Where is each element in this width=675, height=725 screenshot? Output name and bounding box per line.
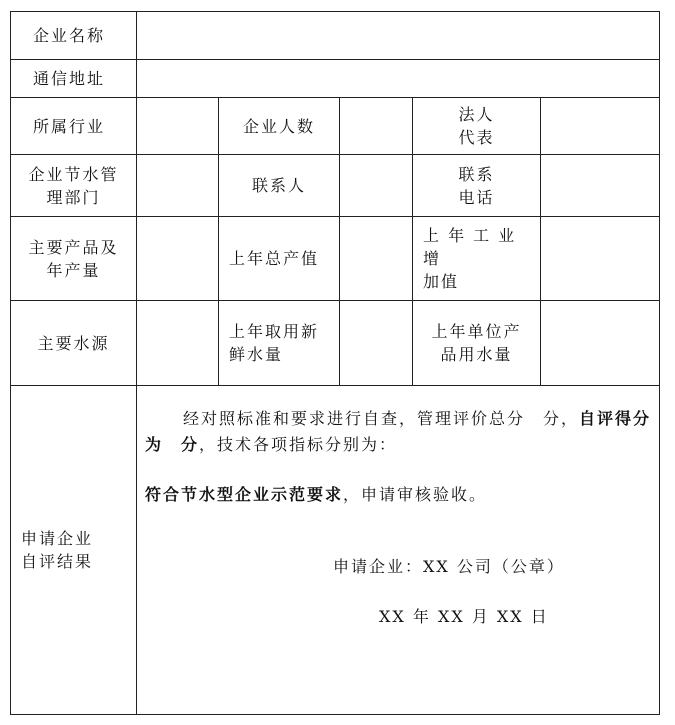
- row-industry: [11, 98, 660, 155]
- headcount-value[interactable]: [340, 98, 413, 155]
- water-source-value[interactable]: [137, 301, 219, 386]
- self-eval-content: [137, 386, 660, 715]
- row-self-eval: [11, 386, 660, 715]
- output-value-value[interactable]: [340, 217, 413, 301]
- industry-label: 所属行业: [11, 98, 137, 155]
- unit-water-label: 上年单位产 品用水量: [413, 301, 541, 386]
- water-dept-value[interactable]: [137, 155, 219, 217]
- phone-label: 联系 电话: [413, 155, 541, 217]
- address-label: 通信地址: [11, 60, 137, 98]
- water-dept-label: 企业节水管 理部门: [11, 155, 137, 217]
- application-date: XX 年 XX 月 XX 日: [379, 607, 549, 626]
- water-source-label: 主要水源: [11, 301, 137, 386]
- contact-value[interactable]: [340, 155, 413, 217]
- row-water-dept: [11, 155, 660, 217]
- row-address: [11, 60, 660, 98]
- applicant-signature: 申请企业：XX 公司（公章）: [333, 557, 565, 576]
- value-added-label: 上 年 工 业 增 加值: [413, 217, 541, 301]
- output-value-label: 上年总产值: [219, 217, 340, 301]
- value-added-value[interactable]: [541, 217, 660, 301]
- company-name-value[interactable]: [137, 12, 660, 60]
- headcount-label: 企业人数: [219, 98, 340, 155]
- fresh-water-value[interactable]: [340, 301, 413, 386]
- row-products: [11, 217, 660, 301]
- contact-label: 联系人: [219, 155, 340, 217]
- self-eval-paragraph-1: 经对照标准和要求进行自查，管理评价总分 分，自评得分为 分，技术各项指标分别为：: [145, 409, 652, 454]
- products-label: 主要产品及 年产量: [11, 217, 137, 301]
- application-form-table: [10, 11, 660, 715]
- company-name-label: 企业名称: [11, 12, 137, 60]
- address-value[interactable]: [137, 60, 660, 98]
- unit-water-value[interactable]: [541, 301, 660, 386]
- legal-rep-label: 法人 代表: [413, 98, 541, 155]
- self-eval-label: 申请企业 自评结果: [11, 386, 137, 715]
- fresh-water-label: 上年取用新 鲜水量: [219, 301, 340, 386]
- legal-rep-value[interactable]: [541, 98, 660, 155]
- products-value[interactable]: [137, 217, 219, 301]
- row-water-source: [11, 301, 660, 386]
- phone-value[interactable]: [541, 155, 660, 217]
- row-company-name: [11, 12, 660, 60]
- self-eval-paragraph-2: 符合节水型企业示范要求，申请审核验收。: [145, 485, 488, 504]
- industry-value[interactable]: [137, 98, 219, 155]
